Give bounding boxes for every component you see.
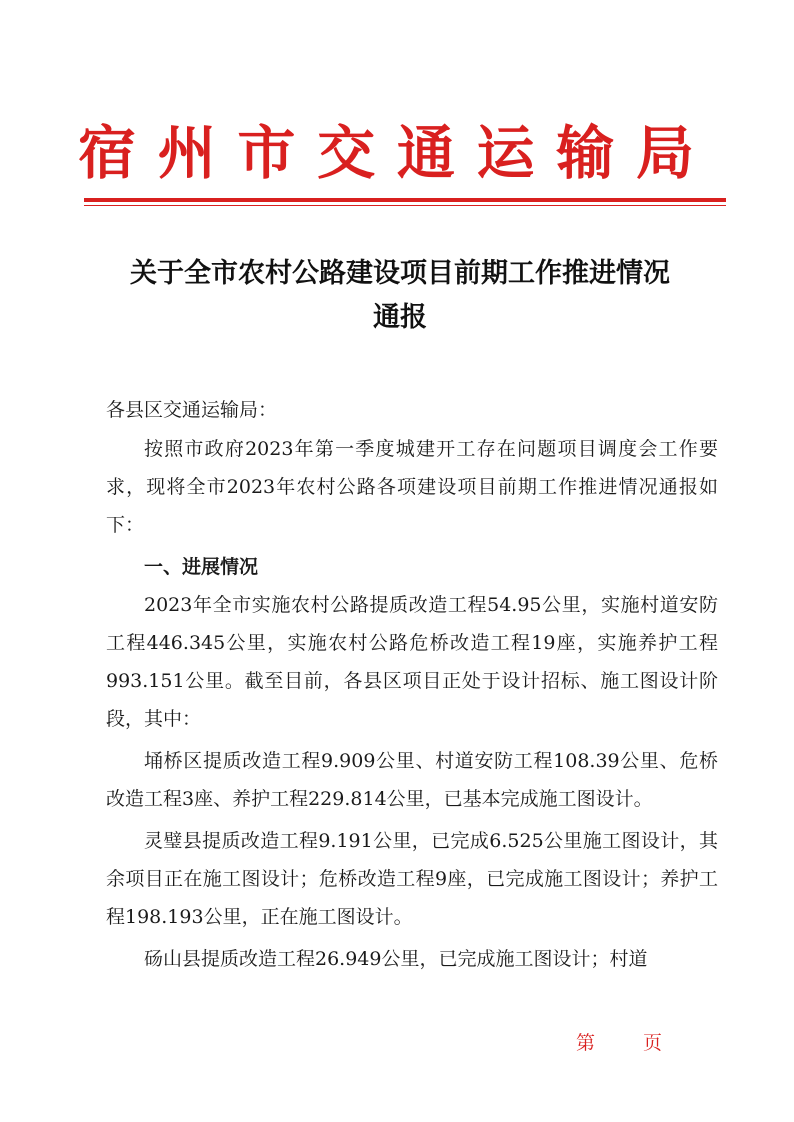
masthead-rule-thin	[84, 205, 726, 206]
section-heading-progress: 一、进展情况	[144, 556, 259, 578]
salutation: 各县区交通运输局：	[106, 399, 278, 421]
progress-paragraph-dangshan: 砀山县提质改造工程26.949公里，已完成施工图设计；村道	[144, 948, 648, 970]
page-number-footer	[576, 1028, 662, 1058]
progress-paragraph-lingbi: 灵璧县提质改造工程9.191公里，已完成6.525公里施工图设计，其余项目正在施工图设计；危桥改造工程9座，已完成施工图设计；养护工程198.193公里，正在施工图设计。	[106, 830, 718, 928]
page-number-prefix: 第	[576, 1032, 596, 1054]
document-title-line1: 关于全市农村公路建设项目前期工作推进情况	[130, 258, 670, 289]
intro-paragraph: 按照市政府2023年第一季度城建开工存在问题项目调度会工作要求，现将全市2023年农村公路各项建设项目前期工作推进情况通报如下：	[106, 438, 718, 536]
progress-paragraph-overview: 2023年全市实施农村公路提质改造工程54.95公里，实施村道安防工程446.345公里，实施农村公路危桥改造工程19座，实施养护工程993.151公里。截至目前，各县区项目正处于设计招标、施工图设计阶段，其中：	[106, 594, 718, 730]
masthead-org-name: 宿州市交通运输局	[78, 119, 710, 187]
document-body	[106, 430, 718, 982]
progress-paragraph-yongqiao: 埇桥区提质改造工程9.909公里、村道安防工程108.39公里、危桥改造工程3座、养护工程229.814公里，已基本完成施工图设计。	[106, 750, 718, 810]
document-title-line2: 通报	[373, 302, 427, 333]
document-title	[100, 252, 700, 340]
page-number-suffix: 页	[643, 1032, 663, 1054]
masthead-rule-thick	[84, 198, 726, 202]
